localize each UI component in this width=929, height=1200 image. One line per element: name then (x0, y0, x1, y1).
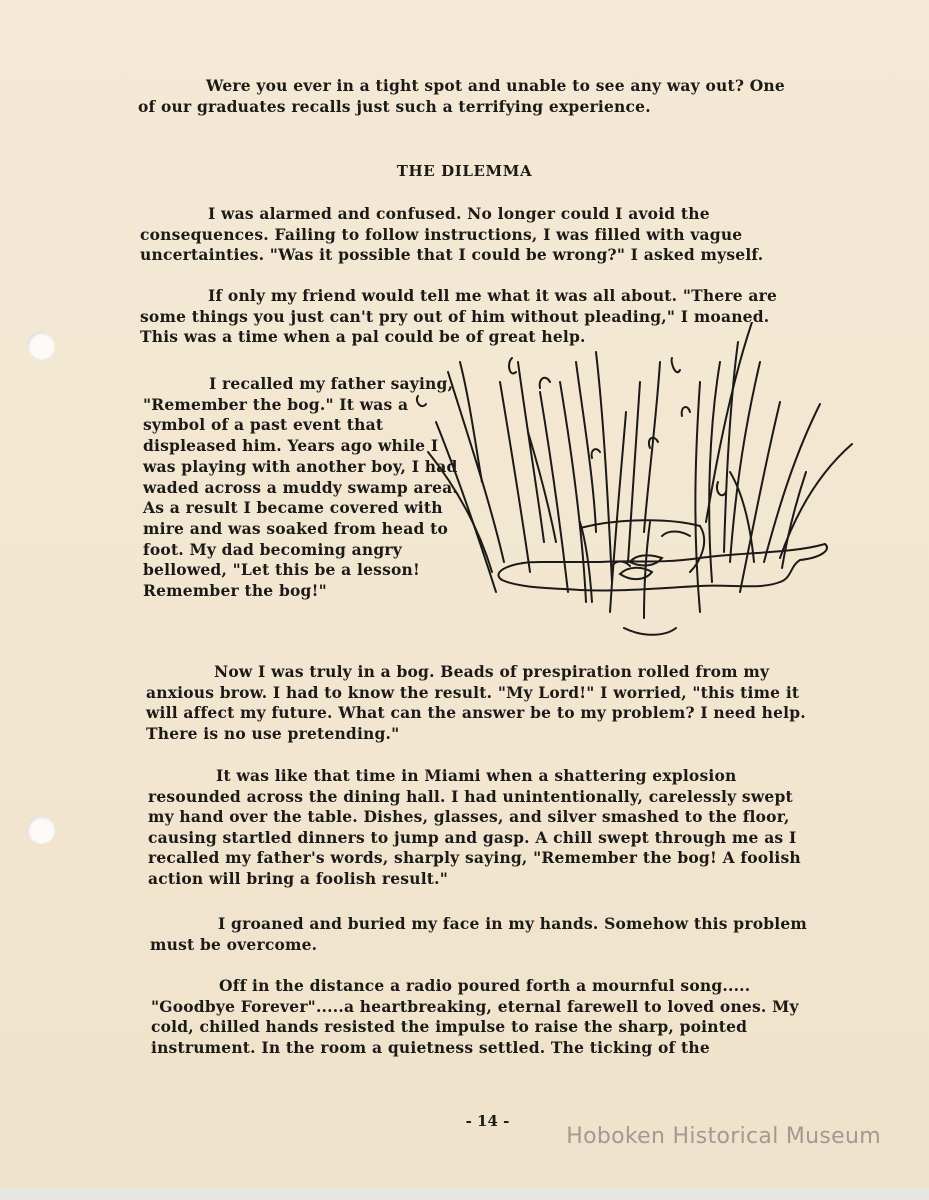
museum-watermark: Hoboken Historical Museum (566, 1124, 881, 1149)
paragraph-7: Off in the distance a radio poured forth a mournful song..... "Goodbye Forever".....a heartbreaking, eternal farewell to loved ones. My cold, chilled hands resisted the impulse to raise the sharp, pointed instrument. In the room a quietness settled. The ticking of the (151, 976, 799, 1057)
paragraph-2: If only my friend would tell me what it was all about. "There are some things you just can't pry out of him without pleading," I moaned. This was a time when a pal could be of great help. (140, 286, 778, 346)
intro-paragraph: Were you ever in a tight spot and unable to see any way out? One of our graduates recalls just such a terrifying experience. (138, 76, 785, 116)
reeds-bog-illustration (400, 322, 860, 652)
paragraph-4: Now I was truly in a bog. Beads of prespiration rolled from my anxious brow. I had to know the result. "My Lord!" I worried, "this time it will affect my future. What can the answer be to my problem? I need help. There is no use pretending." (146, 662, 806, 743)
punch-hole-bottom (27, 816, 55, 844)
paragraph-5: It was like that time in Miami when a shattering explosion resounded across the dining hall. I had unintentionally, carelessly swept my hand over the table. Dishes, glasses, and silver smashed to the floor, causing startled dinners to jump and gasp. A chill swept through me as I recalled my father's words, sharply saying, "Remember the bog! A foolish action will bring a foolish result." (148, 766, 801, 888)
paragraph-6: I groaned and buried my face in my hands. Somehow this problem must be overcome. (150, 914, 808, 954)
punch-hole-top (27, 332, 55, 360)
page-title: THE DILEMMA (396, 162, 533, 180)
page-number: - 14 - (465, 1112, 510, 1130)
scan-bottom-edge (0, 1188, 929, 1200)
paragraph-3: I recalled my father saying, "Remember the bog." It was a symbol of a past event that displeased him. Years ago while I was playing with another boy, I had waded across a muddy swamp area. As a result I became covered with mire and was soaked from head to foot. My dad becoming angry bellowed, "Let this be a lesson! Remember the bog!" (143, 374, 458, 601)
paragraph-1: I was alarmed and confused. No longer could I avoid the consequences. Failing to follow instructions, I was filled with vague uncertainties. "Was it possible that I could be wrong?" I asked myself. (140, 204, 764, 264)
